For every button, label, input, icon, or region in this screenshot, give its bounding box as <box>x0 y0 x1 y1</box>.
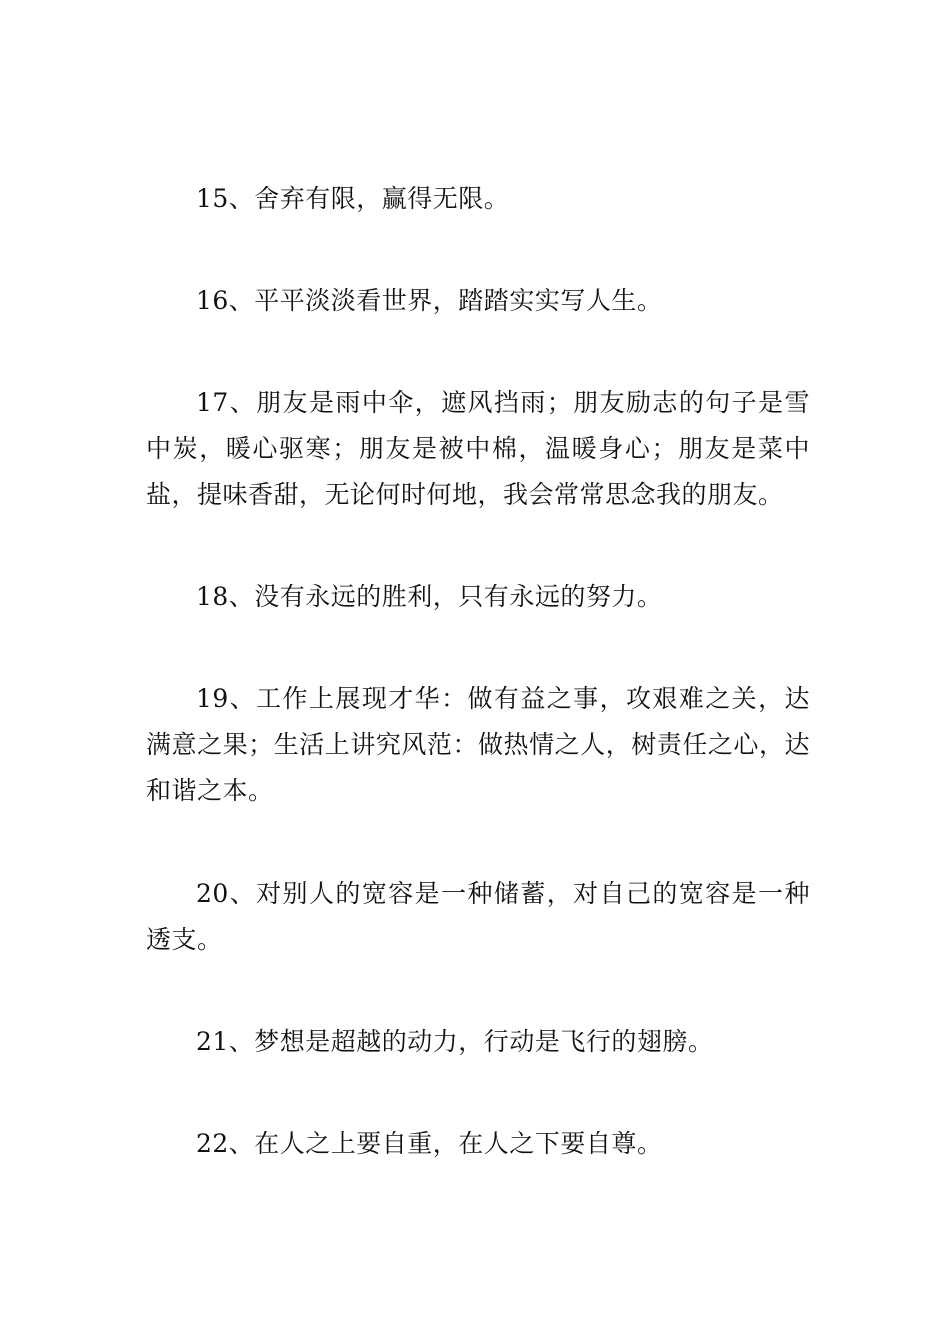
paragraph-21: 21、梦想是超越的动力，行动是飞行的翅膀。 <box>196 1027 714 1056</box>
paragraph-20: 20、对别人的宽容是一种储蓄，对自己的宽容是一种透支。 <box>146 879 810 954</box>
paragraph-18: 18、没有永远的胜利，只有永远的努力。 <box>196 582 663 611</box>
paragraph-17: 17、朋友是雨中伞，遮风挡雨；朋友励志的句子是雪中炭，暖心驱寒；朋友是被中棉，温暖身心；朋友是菜中盐，提味香甜，无论何时何地，我会常常思念我的朋友。 <box>146 388 810 509</box>
paragraph-19: 19、工作上展现才华：做有益之事，攻艰难之关，达满意之果；生活上讲究风范：做热情之人，树责任之心，达和谐之本。 <box>146 684 810 805</box>
paragraph-16: 16、平平淡淡看世界，踏踏实实写人生。 <box>196 286 663 315</box>
paragraph-15: 15、舍弃有限，赢得无限。 <box>196 184 510 213</box>
document-body <box>146 176 810 1167</box>
paragraph-22: 22、在人之上要自重，在人之下要自尊。 <box>196 1129 663 1158</box>
